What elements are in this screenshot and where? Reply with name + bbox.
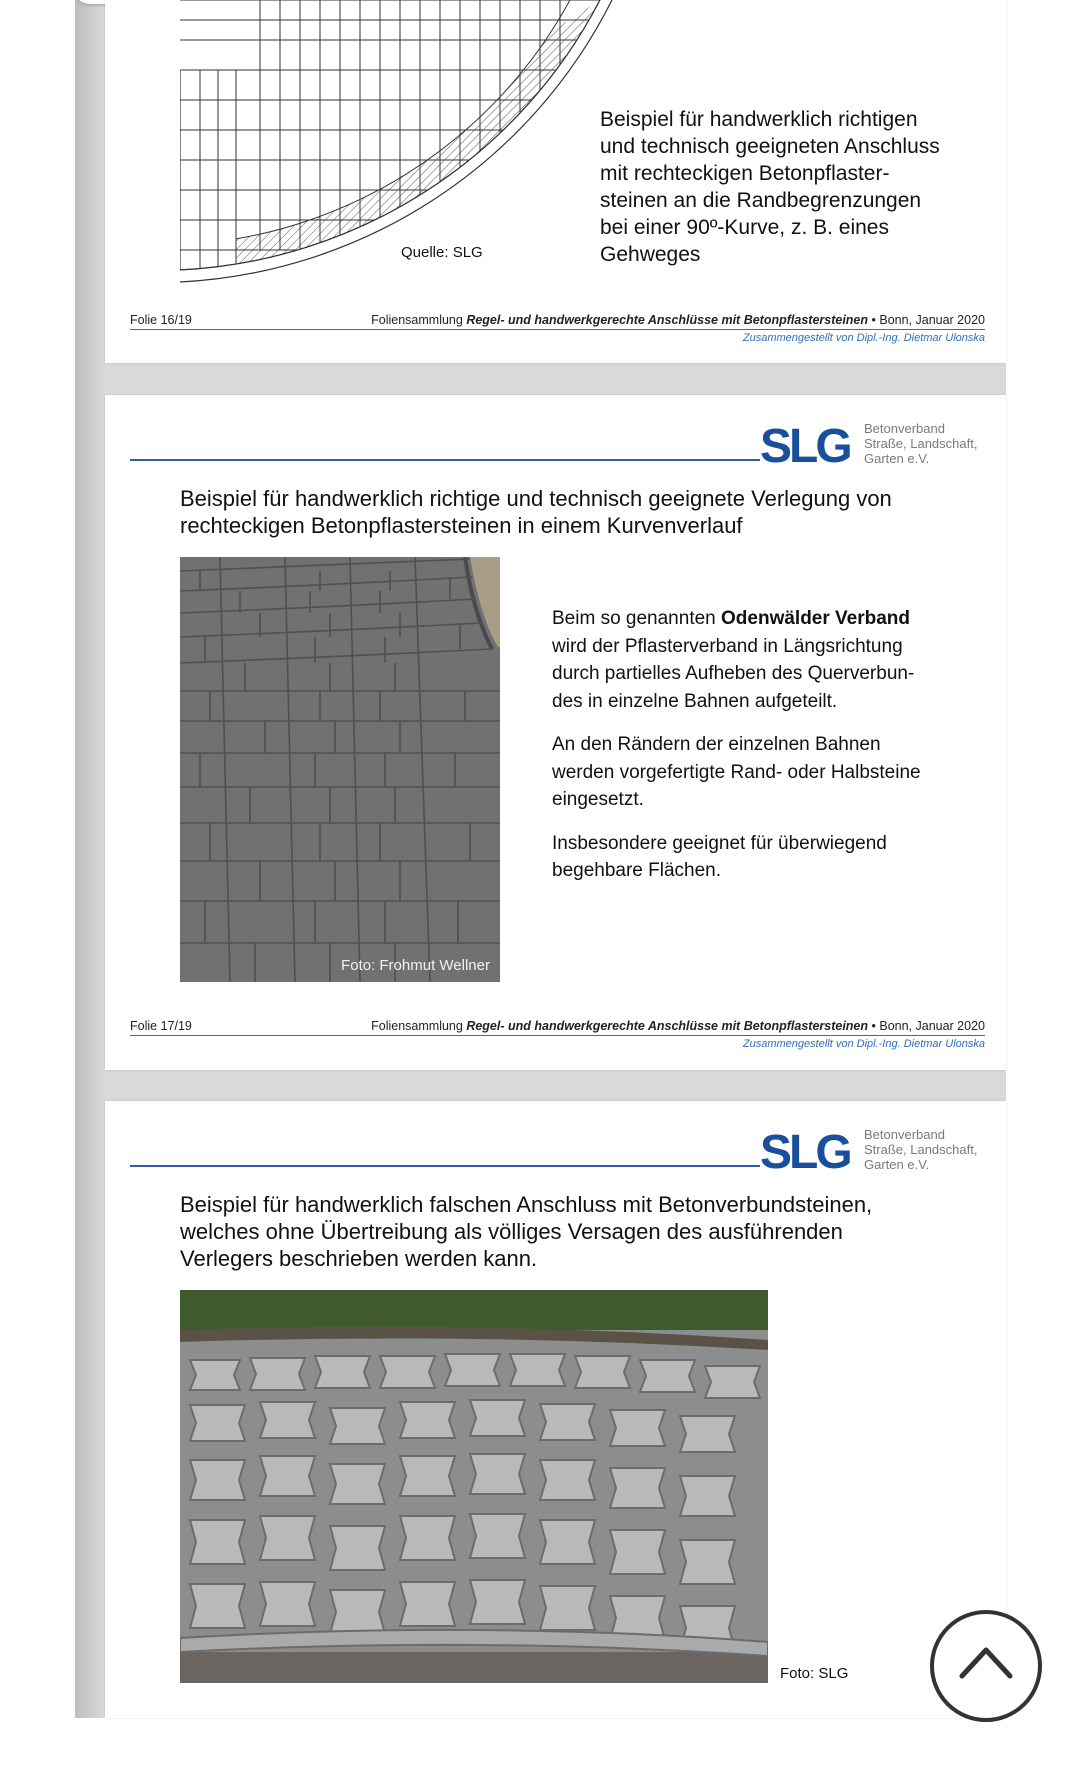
footer-prefix: Foliensammlung — [371, 313, 467, 327]
paragraph-3 — [552, 830, 972, 885]
slide17-body — [552, 605, 972, 885]
logo-subtitle — [864, 1127, 977, 1172]
logo-line: Garten e.V. — [864, 451, 930, 466]
paragraph-line: Insbesondere geeignet für überwiegend — [552, 832, 887, 854]
footer-prefix: Foliensammlung — [371, 1019, 467, 1033]
paragraph-line: des in einzelne Bahnen aufgeteilt. — [552, 690, 838, 712]
paragraph-line: eingesetzt. — [552, 789, 644, 810]
title-line: Beispiel für handwerklich falschen Anschluss mit Betonverbundsteinen, — [180, 1192, 873, 1217]
slide16-description — [600, 106, 980, 268]
title-line: Verlegers beschrieben werden kann. — [180, 1246, 538, 1271]
interlocking-paving-photo — [180, 1290, 768, 1683]
paragraph-line: wird der Pflasterverband in Längsrichtung — [552, 635, 903, 657]
footer-page-number: Folie 16/19 — [130, 313, 192, 327]
photo-credit: Foto: SLG — [780, 1665, 849, 1682]
description-line: steinen an die Randbegrenzungen — [600, 189, 922, 212]
slg-logo — [760, 421, 990, 471]
footer-bold-title: Regel- und handwerkgerechte Anschlüsse mit Betonpflastersteinen — [466, 1019, 869, 1033]
description-line: bei einer 90º-Kurve, z. B. eines — [600, 216, 889, 239]
footer-suffix: • Bonn, Januar 2020 — [868, 1019, 985, 1033]
logo-line: Betonverband — [864, 421, 945, 436]
slide17-footer — [130, 1015, 985, 1036]
slide-18 — [105, 1101, 1006, 1718]
footer-collection-title — [371, 1019, 985, 1033]
diagram-source-label: Quelle: SLG — [401, 244, 483, 261]
header-rule — [130, 1165, 760, 1167]
description-line: mit rechteckigen Betonpflaster- — [600, 162, 890, 185]
paragraph-2 — [552, 731, 972, 814]
slide18-title — [180, 1191, 940, 1272]
title-line: Beispiel für handwerklich richtige und technisch geeignete Verlegung von — [180, 486, 892, 511]
para1-bold: Odenwälder Verband — [721, 608, 911, 629]
logo-line: Straße, Landschaft, — [864, 1142, 978, 1157]
paragraph-line: werden vorgefertigte Rand- oder Halbsteine — [552, 761, 921, 783]
logo-line: Garten e.V. — [864, 1157, 930, 1172]
slide-16 — [105, 0, 1006, 363]
title-line: welches ohne Übertreibung als völliges Versagen des ausführenden — [180, 1219, 843, 1244]
paragraph-1 — [552, 605, 972, 715]
curve-paving-diagram — [180, 0, 620, 290]
logo-line: Straße, Landschaft, — [864, 436, 978, 451]
paragraph-line: An den Rändern der einzelnen Bahnen — [552, 734, 881, 755]
description-line: Gehweges — [600, 243, 701, 266]
slide17-title — [180, 485, 940, 539]
slg-logo — [760, 1127, 990, 1177]
paragraph-line: begehbare Flächen. — [552, 860, 722, 881]
logo-mark: SLG — [760, 1126, 850, 1179]
slide-17 — [105, 395, 1006, 1070]
footer-collection-title — [371, 313, 985, 327]
footer-compiled-by: Zusammengestellt von Dipl.-Ing. Dietmar Ulonska — [742, 1038, 985, 1050]
paragraph-line: durch partielles Aufheben des Querverbun- — [552, 663, 915, 684]
curved-paving-photo — [180, 557, 500, 982]
logo-line: Betonverband — [864, 1127, 945, 1142]
viewer-left-shadow — [75, 0, 105, 1718]
description-line: und technisch geeigneten Anschluss — [600, 135, 940, 158]
scroll-to-top-button[interactable] — [930, 1610, 1042, 1722]
title-line: rechteckigen Betonpflastersteinen in einem Kurvenverlauf — [180, 513, 743, 538]
photo-credit: Foto: Frohmut Wellner — [341, 957, 490, 974]
chevron-up-icon — [958, 1642, 1014, 1682]
logo-subtitle — [864, 421, 977, 466]
footer-page-number: Folie 17/19 — [130, 1019, 192, 1033]
footer-suffix: • Bonn, Januar 2020 — [868, 313, 985, 327]
paragraph-line — [552, 605, 972, 633]
para1-prefix: Beim so genannten — [552, 608, 722, 629]
slide16-footer — [130, 309, 985, 330]
header-rule — [130, 459, 760, 461]
footer-compiled-by: Zusammengestellt von Dipl.-Ing. Dietmar Ulonska — [742, 332, 985, 344]
description-line: Beispiel für handwerklich richtigen — [600, 108, 918, 131]
footer-bold-title: Regel- und handwerkgerechte Anschlüsse mit Betonpflastersteinen — [466, 313, 869, 327]
logo-mark: SLG — [760, 420, 850, 473]
